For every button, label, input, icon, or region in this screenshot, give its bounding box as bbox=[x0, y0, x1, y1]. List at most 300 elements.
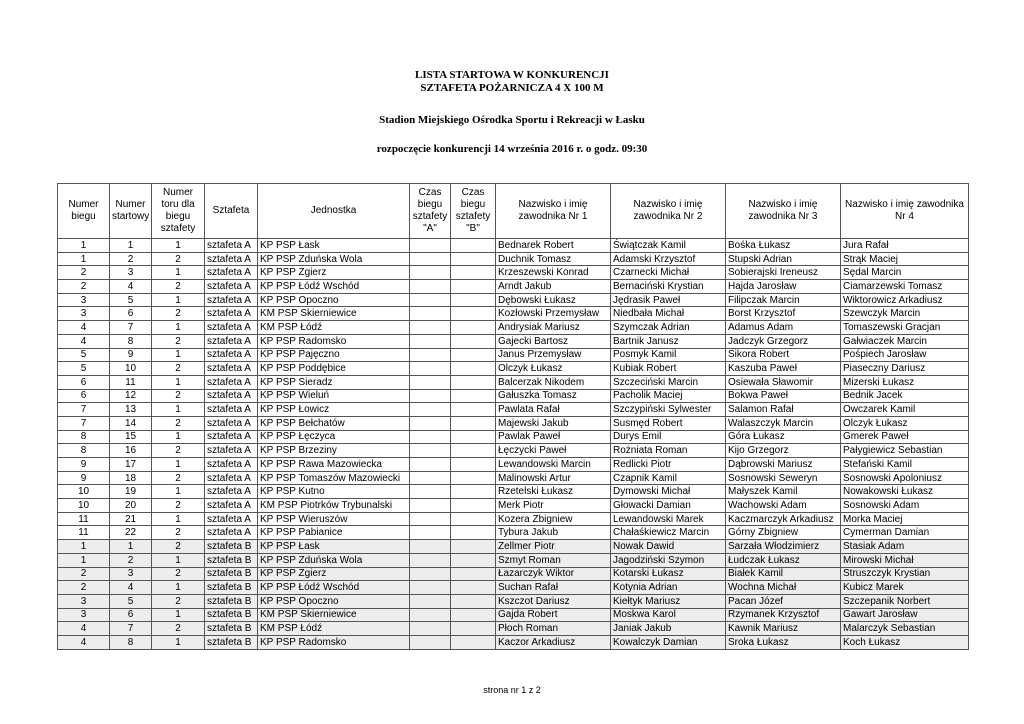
cell-zawodnik-1: Merk Piotr bbox=[496, 499, 611, 513]
table-row bbox=[58, 280, 969, 294]
cell-jednostka: KP PSP Kutno bbox=[258, 485, 410, 499]
cell-czas-a bbox=[410, 485, 451, 499]
cell-zawodnik-1: Łęczycki Paweł bbox=[496, 444, 611, 458]
table-row bbox=[58, 540, 969, 554]
table-row bbox=[58, 608, 969, 622]
table-row bbox=[58, 635, 969, 649]
cell-numer-toru: 2 bbox=[152, 444, 205, 458]
cell-numer-biegu: 1 bbox=[58, 252, 110, 266]
cell-jednostka: KP PSP Łask bbox=[258, 540, 410, 554]
cell-numer-startowy: 1 bbox=[110, 540, 152, 554]
cell-zawodnik-2: Kubiak Robert bbox=[611, 362, 726, 376]
table-row bbox=[58, 239, 969, 253]
cell-numer-biegu: 3 bbox=[58, 608, 110, 622]
cell-sztafeta: sztafeta A bbox=[205, 252, 258, 266]
cell-zawodnik-4: Gałwiaczek Marcin bbox=[841, 334, 969, 348]
cell-zawodnik-1: Szmyt Roman bbox=[496, 553, 611, 567]
cell-jednostka: KM PSP Piotrków Trybunalski bbox=[258, 499, 410, 513]
cell-numer-startowy: 10 bbox=[110, 362, 152, 376]
cell-numer-startowy: 2 bbox=[110, 553, 152, 567]
cell-zawodnik-3: Sobierajski Ireneusz bbox=[726, 266, 841, 280]
cell-czas-a bbox=[410, 280, 451, 294]
cell-numer-toru: 1 bbox=[152, 458, 205, 472]
cell-sztafeta: sztafeta B bbox=[205, 540, 258, 554]
cell-sztafeta: sztafeta A bbox=[205, 430, 258, 444]
cell-zawodnik-4: Sosnowski Adam bbox=[841, 499, 969, 513]
table-row bbox=[58, 512, 969, 526]
cell-zawodnik-1: Kozłowski Przemysław bbox=[496, 307, 611, 321]
cell-zawodnik-3: Adamus Adam bbox=[726, 321, 841, 335]
cell-zawodnik-2: Janiak Jakub bbox=[611, 622, 726, 636]
cell-zawodnik-2: Niedbała Michał bbox=[611, 307, 726, 321]
cell-jednostka: KP PSP Pajęczno bbox=[258, 348, 410, 362]
cell-zawodnik-2: Dymowski Michał bbox=[611, 485, 726, 499]
cell-numer-toru: 2 bbox=[152, 499, 205, 513]
cell-numer-startowy: 6 bbox=[110, 608, 152, 622]
cell-zawodnik-1: Tybura Jakub bbox=[496, 526, 611, 540]
cell-numer-biegu: 5 bbox=[58, 348, 110, 362]
cell-zawodnik-3: Sarzała Włodzimierz bbox=[726, 540, 841, 554]
cell-zawodnik-4: Tomaszewski Gracjan bbox=[841, 321, 969, 335]
cell-czas-a bbox=[410, 348, 451, 362]
header-zawodnik-4: Nazwisko i imię zawodnika Nr 4 bbox=[841, 184, 969, 239]
cell-czas-a bbox=[410, 594, 451, 608]
cell-czas-a bbox=[410, 430, 451, 444]
table-row bbox=[58, 499, 969, 513]
cell-numer-startowy: 13 bbox=[110, 403, 152, 417]
cell-zawodnik-4: Struszczyk Krystian bbox=[841, 567, 969, 581]
cell-czas-a bbox=[410, 334, 451, 348]
start-list-table bbox=[57, 183, 969, 650]
cell-numer-startowy: 11 bbox=[110, 375, 152, 389]
cell-czas-b bbox=[451, 444, 496, 458]
cell-zawodnik-1: Balcerzak Nikodem bbox=[496, 375, 611, 389]
cell-numer-biegu: 4 bbox=[58, 622, 110, 636]
cell-zawodnik-2: Susmęd Robert bbox=[611, 416, 726, 430]
cell-jednostka: KP PSP Sieradz bbox=[258, 375, 410, 389]
table-row bbox=[58, 430, 969, 444]
cell-czas-b bbox=[451, 471, 496, 485]
cell-numer-toru: 1 bbox=[152, 553, 205, 567]
cell-czas-a bbox=[410, 471, 451, 485]
cell-jednostka: KP PSP Rawa Mazowiecka bbox=[258, 458, 410, 472]
cell-czas-b bbox=[451, 485, 496, 499]
cell-zawodnik-4: Olczyk Łukasz bbox=[841, 416, 969, 430]
cell-zawodnik-2: Moskwa Karol bbox=[611, 608, 726, 622]
cell-zawodnik-4: Koch Łukasz bbox=[841, 635, 969, 649]
cell-jednostka: KP PSP Radomsko bbox=[258, 334, 410, 348]
cell-czas-b bbox=[451, 608, 496, 622]
cell-numer-startowy: 1 bbox=[110, 239, 152, 253]
cell-numer-toru: 1 bbox=[152, 635, 205, 649]
cell-jednostka: KP PSP Zgierz bbox=[258, 266, 410, 280]
cell-zawodnik-2: Redlicki Piotr bbox=[611, 458, 726, 472]
cell-zawodnik-3: Małyszek Kamil bbox=[726, 485, 841, 499]
cell-sztafeta: sztafeta A bbox=[205, 334, 258, 348]
cell-jednostka: KP PSP Zgierz bbox=[258, 567, 410, 581]
cell-czas-b bbox=[451, 252, 496, 266]
cell-numer-startowy: 22 bbox=[110, 526, 152, 540]
cell-sztafeta: sztafeta A bbox=[205, 362, 258, 376]
cell-zawodnik-3: Pacan Józef bbox=[726, 594, 841, 608]
cell-numer-startowy: 5 bbox=[110, 293, 152, 307]
cell-czas-b bbox=[451, 403, 496, 417]
cell-numer-toru: 2 bbox=[152, 567, 205, 581]
cell-czas-b bbox=[451, 594, 496, 608]
cell-czas-b bbox=[451, 567, 496, 581]
cell-zawodnik-2: Bernaciński Krystian bbox=[611, 280, 726, 294]
table-row bbox=[58, 553, 969, 567]
cell-zawodnik-4: Piaseczny Dariusz bbox=[841, 362, 969, 376]
cell-sztafeta: sztafeta A bbox=[205, 321, 258, 335]
cell-jednostka: KP PSP Opoczno bbox=[258, 293, 410, 307]
cell-czas-b bbox=[451, 362, 496, 376]
cell-zawodnik-4: Mirowski Michał bbox=[841, 553, 969, 567]
cell-numer-biegu: 7 bbox=[58, 403, 110, 417]
cell-zawodnik-3: Walaszczyk Marcin bbox=[726, 416, 841, 430]
cell-numer-biegu: 2 bbox=[58, 266, 110, 280]
cell-zawodnik-4: Nowakowski Łukasz bbox=[841, 485, 969, 499]
cell-sztafeta: sztafeta A bbox=[205, 526, 258, 540]
cell-czas-a bbox=[410, 416, 451, 430]
cell-czas-a bbox=[410, 375, 451, 389]
cell-numer-biegu: 9 bbox=[58, 458, 110, 472]
cell-sztafeta: sztafeta A bbox=[205, 403, 258, 417]
cell-numer-startowy: 19 bbox=[110, 485, 152, 499]
cell-zawodnik-3: Jadczyk Grzegorz bbox=[726, 334, 841, 348]
cell-sztafeta: sztafeta A bbox=[205, 375, 258, 389]
cell-zawodnik-2: Jędrasik Paweł bbox=[611, 293, 726, 307]
cell-numer-toru: 1 bbox=[152, 581, 205, 595]
cell-czas-a bbox=[410, 581, 451, 595]
table-row bbox=[58, 348, 969, 362]
cell-numer-startowy: 9 bbox=[110, 348, 152, 362]
cell-sztafeta: sztafeta B bbox=[205, 567, 258, 581]
cell-zawodnik-3: Stupski Adrian bbox=[726, 252, 841, 266]
table-row bbox=[58, 334, 969, 348]
cell-numer-biegu: 8 bbox=[58, 430, 110, 444]
cell-numer-toru: 2 bbox=[152, 362, 205, 376]
page-footer: strona nr 1 z 2 bbox=[483, 685, 541, 695]
cell-sztafeta: sztafeta A bbox=[205, 499, 258, 513]
header-zawodnik-1: Nazwisko i imię zawodnika Nr 1 bbox=[496, 184, 611, 239]
cell-czas-a bbox=[410, 608, 451, 622]
cell-czas-a bbox=[410, 622, 451, 636]
cell-zawodnik-1: Suchan Rafał bbox=[496, 581, 611, 595]
cell-czas-b bbox=[451, 239, 496, 253]
cell-numer-biegu: 3 bbox=[58, 307, 110, 321]
cell-numer-toru: 1 bbox=[152, 375, 205, 389]
cell-czas-a bbox=[410, 389, 451, 403]
header-czas-a: Czas biegu sztafety "A" bbox=[410, 184, 451, 239]
cell-czas-a bbox=[410, 293, 451, 307]
cell-czas-a bbox=[410, 239, 451, 253]
table-row bbox=[58, 594, 969, 608]
cell-czas-b bbox=[451, 348, 496, 362]
cell-zawodnik-3: Górny Zbigniew bbox=[726, 526, 841, 540]
cell-czas-a bbox=[410, 526, 451, 540]
cell-jednostka: KP PSP Zduńska Wola bbox=[258, 553, 410, 567]
cell-zawodnik-4: Ciamarzewski Tomasz bbox=[841, 280, 969, 294]
cell-numer-biegu: 4 bbox=[58, 321, 110, 335]
cell-zawodnik-3: Wochna Michał bbox=[726, 581, 841, 595]
cell-zawodnik-2: Adamski Krzysztof bbox=[611, 252, 726, 266]
cell-czas-b bbox=[451, 416, 496, 430]
cell-zawodnik-1: Arndt Jakub bbox=[496, 280, 611, 294]
table-row bbox=[58, 444, 969, 458]
cell-sztafeta: sztafeta A bbox=[205, 471, 258, 485]
header-sztafeta: Sztafeta bbox=[205, 184, 258, 239]
cell-zawodnik-4: Cymerman Damian bbox=[841, 526, 969, 540]
cell-sztafeta: sztafeta A bbox=[205, 293, 258, 307]
cell-czas-a bbox=[410, 403, 451, 417]
cell-czas-b bbox=[451, 499, 496, 513]
cell-jednostka: KP PSP Opoczno bbox=[258, 594, 410, 608]
cell-numer-toru: 2 bbox=[152, 416, 205, 430]
cell-zawodnik-1: Malinowski Artur bbox=[496, 471, 611, 485]
cell-numer-biegu: 2 bbox=[58, 581, 110, 595]
cell-zawodnik-4: Morka Maciej bbox=[841, 512, 969, 526]
table-row bbox=[58, 403, 969, 417]
cell-numer-startowy: 21 bbox=[110, 512, 152, 526]
venue-line: Stadion Miejskiego Ośrodka Sportu i Rekreacji w Łasku bbox=[379, 114, 645, 126]
cell-numer-startowy: 7 bbox=[110, 321, 152, 335]
cell-numer-startowy: 16 bbox=[110, 444, 152, 458]
cell-zawodnik-2: Rożniata Roman bbox=[611, 444, 726, 458]
cell-sztafeta: sztafeta A bbox=[205, 512, 258, 526]
cell-zawodnik-4: Sędal Marcin bbox=[841, 266, 969, 280]
table-row bbox=[58, 252, 969, 266]
table-row bbox=[58, 266, 969, 280]
cell-zawodnik-1: Bednarek Robert bbox=[496, 239, 611, 253]
table-row bbox=[58, 485, 969, 499]
cell-zawodnik-1: Kszczot Dariusz bbox=[496, 594, 611, 608]
cell-numer-biegu: 4 bbox=[58, 635, 110, 649]
cell-zawodnik-1: Płoch Roman bbox=[496, 622, 611, 636]
table-row bbox=[58, 375, 969, 389]
cell-zawodnik-3: Kaszuba Paweł bbox=[726, 362, 841, 376]
cell-sztafeta: sztafeta B bbox=[205, 608, 258, 622]
cell-numer-biegu: 3 bbox=[58, 293, 110, 307]
table-body bbox=[58, 239, 969, 650]
cell-numer-toru: 1 bbox=[152, 430, 205, 444]
header-numer-biegu: Numer biegu bbox=[58, 184, 110, 239]
cell-zawodnik-4: Wiktorowicz Arkadiusz bbox=[841, 293, 969, 307]
cell-zawodnik-4: Szczepanik Norbert bbox=[841, 594, 969, 608]
cell-zawodnik-4: Mizerski Łukasz bbox=[841, 375, 969, 389]
cell-sztafeta: sztafeta A bbox=[205, 389, 258, 403]
cell-zawodnik-1: Pawlak Paweł bbox=[496, 430, 611, 444]
cell-zawodnik-1: Janus Przemysław bbox=[496, 348, 611, 362]
cell-zawodnik-3: Filipczak Marcin bbox=[726, 293, 841, 307]
cell-sztafeta: sztafeta B bbox=[205, 553, 258, 567]
cell-zawodnik-4: Stasiak Adam bbox=[841, 540, 969, 554]
cell-numer-startowy: 15 bbox=[110, 430, 152, 444]
cell-zawodnik-3: Sikora Robert bbox=[726, 348, 841, 362]
cell-czas-a bbox=[410, 499, 451, 513]
cell-zawodnik-2: Świątczak Kamil bbox=[611, 239, 726, 253]
cell-czas-b bbox=[451, 280, 496, 294]
cell-numer-toru: 1 bbox=[152, 266, 205, 280]
cell-zawodnik-2: Posmyk Kamil bbox=[611, 348, 726, 362]
cell-jednostka: KP PSP Tomaszów Mazowiecki bbox=[258, 471, 410, 485]
cell-czas-b bbox=[451, 512, 496, 526]
cell-numer-toru: 1 bbox=[152, 403, 205, 417]
table-row bbox=[58, 471, 969, 485]
cell-zawodnik-4: Strąk Maciej bbox=[841, 252, 969, 266]
cell-zawodnik-4: Szewczyk Marcin bbox=[841, 307, 969, 321]
cell-zawodnik-1: Kaczor Arkadiusz bbox=[496, 635, 611, 649]
cell-czas-b bbox=[451, 307, 496, 321]
cell-czas-a bbox=[410, 266, 451, 280]
header-zawodnik-2: Nazwisko i imię zawodnika Nr 2 bbox=[611, 184, 726, 239]
cell-czas-a bbox=[410, 635, 451, 649]
cell-numer-biegu: 6 bbox=[58, 389, 110, 403]
cell-jednostka: KP PSP Wieluń bbox=[258, 389, 410, 403]
cell-zawodnik-3: Sroka Łukasz bbox=[726, 635, 841, 649]
cell-zawodnik-2: Chałaśkiewicz Marcin bbox=[611, 526, 726, 540]
cell-zawodnik-3: Kaczmarczyk Arkadiusz bbox=[726, 512, 841, 526]
cell-numer-toru: 2 bbox=[152, 252, 205, 266]
cell-numer-biegu: 7 bbox=[58, 416, 110, 430]
cell-czas-b bbox=[451, 553, 496, 567]
cell-numer-biegu: 9 bbox=[58, 471, 110, 485]
cell-zawodnik-2: Kotynia Adrian bbox=[611, 581, 726, 595]
header-zawodnik-3: Nazwisko i imię zawodnika Nr 3 bbox=[726, 184, 841, 239]
cell-zawodnik-3: Dąbrowski Mariusz bbox=[726, 458, 841, 472]
cell-zawodnik-3: Kijo Grzegorz bbox=[726, 444, 841, 458]
start-info-line: rozpoczęcie konkurencji 14 września 2016 r. o godz. 09:30 bbox=[376, 143, 648, 155]
cell-zawodnik-1: Duchnik Tomasz bbox=[496, 252, 611, 266]
cell-zawodnik-3: Łudczak Łukasz bbox=[726, 553, 841, 567]
cell-czas-b bbox=[451, 375, 496, 389]
cell-zawodnik-1: Łazarczyk Wiktor bbox=[496, 567, 611, 581]
cell-zawodnik-1: Rzetelski Łukasz bbox=[496, 485, 611, 499]
cell-zawodnik-4: Gawart Jarosław bbox=[841, 608, 969, 622]
cell-jednostka: KP PSP Wieruszów bbox=[258, 512, 410, 526]
cell-jednostka: KP PSP Radomsko bbox=[258, 635, 410, 649]
table-header-row bbox=[58, 184, 969, 239]
cell-czas-a bbox=[410, 553, 451, 567]
cell-zawodnik-3: Bośka Łukasz bbox=[726, 239, 841, 253]
cell-czas-a bbox=[410, 321, 451, 335]
cell-czas-b bbox=[451, 334, 496, 348]
cell-sztafeta: sztafeta B bbox=[205, 635, 258, 649]
cell-sztafeta: sztafeta B bbox=[205, 581, 258, 595]
cell-zawodnik-3: Białek Kamil bbox=[726, 567, 841, 581]
cell-jednostka: KM PSP Skierniewice bbox=[258, 307, 410, 321]
cell-zawodnik-2: Pacholik Maciej bbox=[611, 389, 726, 403]
cell-numer-toru: 1 bbox=[152, 321, 205, 335]
cell-jednostka: KP PSP Łódź Wschód bbox=[258, 581, 410, 595]
cell-zawodnik-2: Czapnik Kamil bbox=[611, 471, 726, 485]
cell-numer-toru: 2 bbox=[152, 471, 205, 485]
cell-czas-a bbox=[410, 458, 451, 472]
cell-zawodnik-2: Czarnecki Michał bbox=[611, 266, 726, 280]
cell-jednostka: KP PSP Łęczyca bbox=[258, 430, 410, 444]
cell-zawodnik-2: Kowalczyk Damian bbox=[611, 635, 726, 649]
cell-zawodnik-3: Salamon Rafał bbox=[726, 403, 841, 417]
cell-numer-startowy: 6 bbox=[110, 307, 152, 321]
cell-numer-biegu: 1 bbox=[58, 540, 110, 554]
cell-numer-toru: 1 bbox=[152, 239, 205, 253]
header-czas-b: Czas biegu sztafety "B" bbox=[451, 184, 496, 239]
cell-numer-toru: 2 bbox=[152, 334, 205, 348]
cell-numer-toru: 2 bbox=[152, 389, 205, 403]
cell-sztafeta: sztafeta A bbox=[205, 280, 258, 294]
cell-numer-startowy: 7 bbox=[110, 622, 152, 636]
cell-jednostka: KP PSP Pabianice bbox=[258, 526, 410, 540]
cell-numer-toru: 2 bbox=[152, 540, 205, 554]
table-row bbox=[58, 622, 969, 636]
cell-zawodnik-3: Osiewała Sławomir bbox=[726, 375, 841, 389]
header-jednostka: Jednostka bbox=[258, 184, 410, 239]
cell-czas-b bbox=[451, 293, 496, 307]
cell-jednostka: KM PSP Łódź bbox=[258, 321, 410, 335]
cell-numer-startowy: 4 bbox=[110, 280, 152, 294]
cell-jednostka: KP PSP Poddębice bbox=[258, 362, 410, 376]
cell-numer-biegu: 10 bbox=[58, 485, 110, 499]
cell-czas-b bbox=[451, 581, 496, 595]
cell-zawodnik-4: Jura Rafał bbox=[841, 239, 969, 253]
cell-sztafeta: sztafeta A bbox=[205, 458, 258, 472]
cell-sztafeta: sztafeta A bbox=[205, 416, 258, 430]
cell-jednostka: KP PSP Zduńska Wola bbox=[258, 252, 410, 266]
cell-zawodnik-2: Szymczak Adrian bbox=[611, 321, 726, 335]
cell-zawodnik-1: Andrysiak Mariusz bbox=[496, 321, 611, 335]
cell-numer-toru: 2 bbox=[152, 594, 205, 608]
cell-numer-biegu: 5 bbox=[58, 362, 110, 376]
cell-numer-toru: 1 bbox=[152, 512, 205, 526]
table-row bbox=[58, 458, 969, 472]
cell-czas-b bbox=[451, 635, 496, 649]
cell-numer-startowy: 17 bbox=[110, 458, 152, 472]
table-row bbox=[58, 362, 969, 376]
table-row bbox=[58, 416, 969, 430]
cell-zawodnik-3: Borst Krzysztof bbox=[726, 307, 841, 321]
table-row bbox=[58, 526, 969, 540]
cell-zawodnik-3: Hajda Jarosław bbox=[726, 280, 841, 294]
cell-zawodnik-3: Góra Łukasz bbox=[726, 430, 841, 444]
cell-czas-b bbox=[451, 430, 496, 444]
cell-numer-toru: 2 bbox=[152, 622, 205, 636]
cell-numer-startowy: 3 bbox=[110, 266, 152, 280]
cell-czas-b bbox=[451, 321, 496, 335]
cell-czas-a bbox=[410, 540, 451, 554]
table-row bbox=[58, 321, 969, 335]
cell-sztafeta: sztafeta A bbox=[205, 266, 258, 280]
cell-zawodnik-3: Bokwa Paweł bbox=[726, 389, 841, 403]
cell-jednostka: KP PSP Łask bbox=[258, 239, 410, 253]
cell-numer-startowy: 20 bbox=[110, 499, 152, 513]
cell-zawodnik-1: Gałuszka Tomasz bbox=[496, 389, 611, 403]
cell-numer-biegu: 1 bbox=[58, 553, 110, 567]
cell-zawodnik-4: Kubicz Marek bbox=[841, 581, 969, 595]
cell-zawodnik-3: Kawnik Mariusz bbox=[726, 622, 841, 636]
cell-zawodnik-4: Bednik Jacek bbox=[841, 389, 969, 403]
cell-numer-biegu: 8 bbox=[58, 444, 110, 458]
cell-numer-biegu: 3 bbox=[58, 594, 110, 608]
cell-numer-biegu: 2 bbox=[58, 280, 110, 294]
cell-zawodnik-2: Nowak Dawid bbox=[611, 540, 726, 554]
cell-jednostka: KM PSP Łódź bbox=[258, 622, 410, 636]
cell-zawodnik-2: Kiełtyk Mariusz bbox=[611, 594, 726, 608]
cell-sztafeta: sztafeta A bbox=[205, 307, 258, 321]
cell-jednostka: KP PSP Łowicz bbox=[258, 403, 410, 417]
cell-numer-biegu: 4 bbox=[58, 334, 110, 348]
document-title-line2: SZTAFETA POŻARNICZA 4 X 100 M bbox=[420, 82, 604, 94]
table-row bbox=[58, 293, 969, 307]
